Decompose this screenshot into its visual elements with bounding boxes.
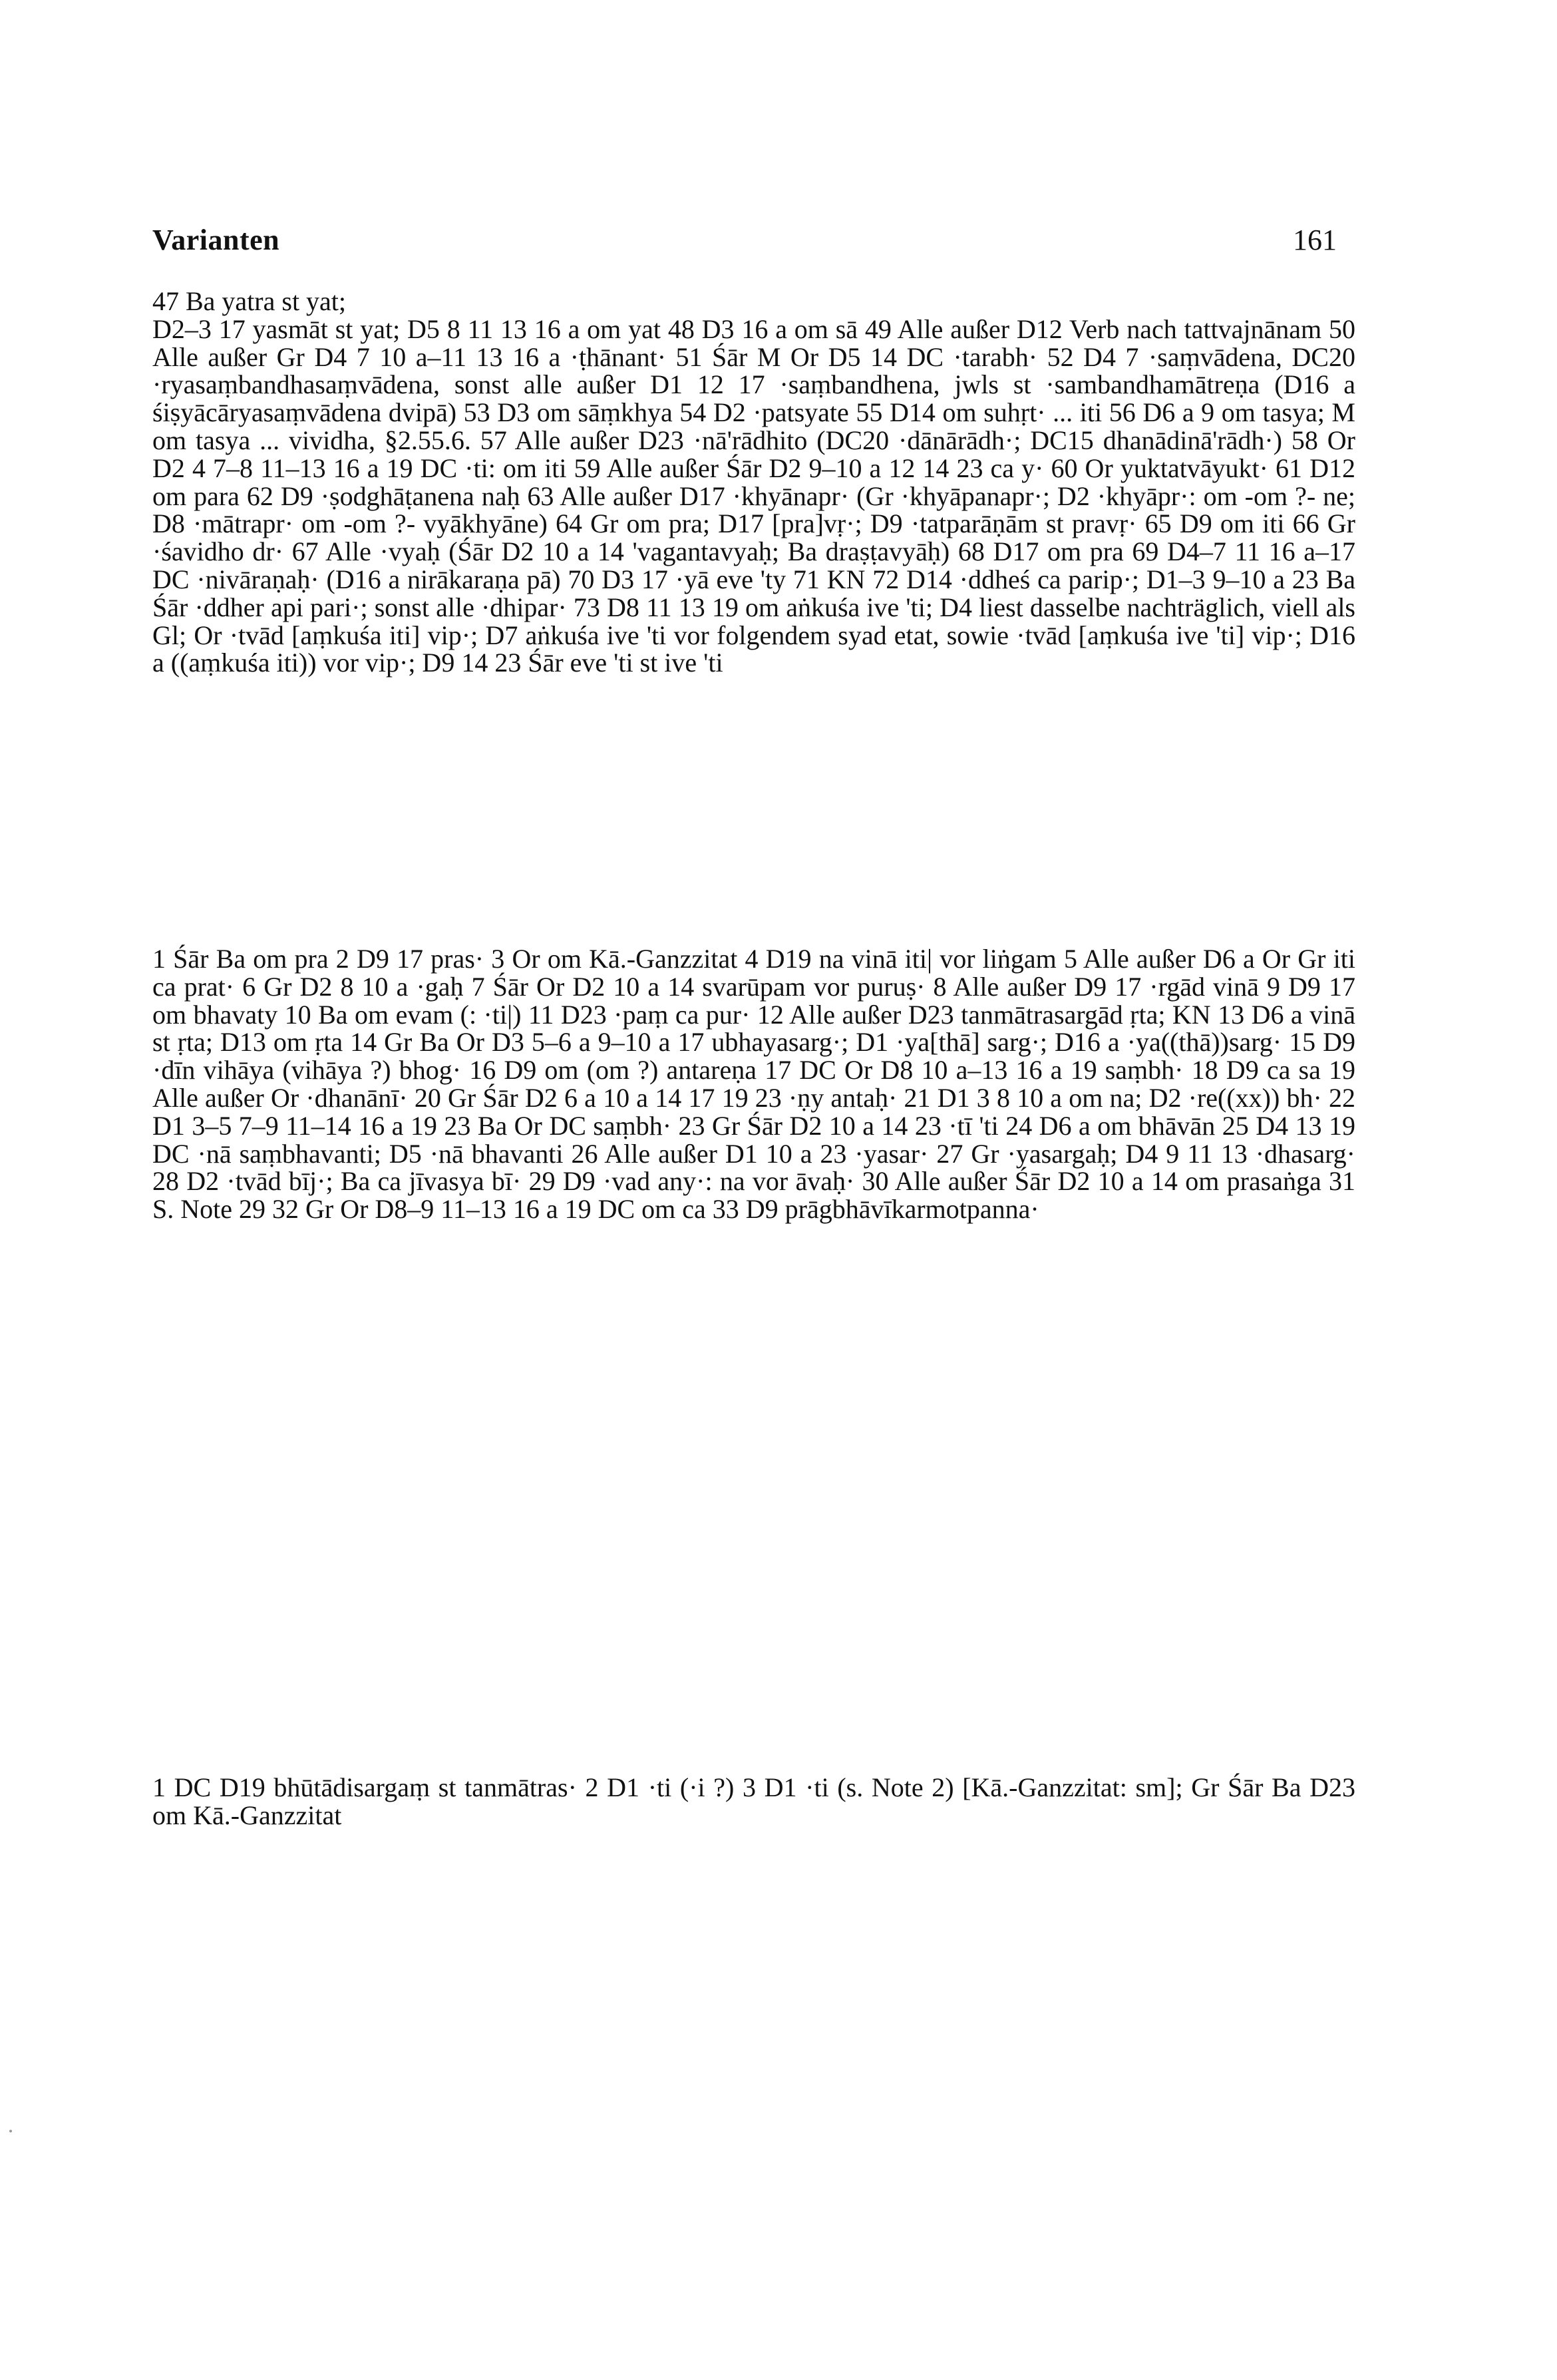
variant-note-first-line: 47 Ba yatra st yat; <box>152 286 347 316</box>
variant-notes-block-3 <box>152 1774 1355 1830</box>
variant-notes-block-2 <box>152 945 1355 1223</box>
running-head: Varianten <box>152 224 280 256</box>
variant-notes-text: 1 Śār Ba om pra 2 D9 17 pras· 3 Or om Kā.-Ganzzitat 4 D19 na vinā iti| vor liṅgam 5 Alle außer D6 a Or Gr iti ca prat· 6 Gr D2 8 10 a ·gaḥ 7 Śār Or D2 10 a 14 svarūpam vor puruṣ· 8 Alle außer D9 17 ·rgād vinā 9 D9 17 om bhavaty 10 Ba om evam (: ·ti|) 11 D23 ·paṃ ca pur· 12 Alle außer D23 tanmātrasargād ṛta; KN 13 D6 a vinā st ṛta; D13 om ṛta 14 Gr Ba Or D3 5–6 a 9–10 a 17 ubhayasarg·; D1 ·ya[thā] sarg·; D16 a ·ya((thā))sarg· 15 D9 ·dīn vihāya (vihāya ?) bhog· 16 D9 om (om ?) antareṇa 17 DC Or D8 10 a–13 16 a 19 saṃbh· 18 D9 ca sa 19 Alle außer Or ·dhanānī· 20 Gr Śār D2 6 a 10 a 14 17 19 23 ·ṇy antaḥ· 21 D1 3 8 10 a om na; D2 ·re((xx)) bh· 22 D1 3–5 7–9 11–14 16 a 19 23 Ba Or DC saṃbh· 23 Gr Śār D2 10 a 14 23 ·tī 'ti 24 D6 a om bhāvān 25 D4 13 19 DC ·nā saṃbhavanti; D5 ·nā bhavanti 26 Alle außer D1 10 a 23 ·yasar· 27 Gr ·yasargaḥ; D4 9 11 13 ·dhasarg· 28 D2 ·tvād bīj·; Ba ca jīvasya bī· 29 D9 ·vad any·: na vor āvaḥ· 30 Alle außer Śār D2 10 a 14 om prasaṅga 31 S. Note 29 32 Gr Or D8–9 11–13 16 a 19 DC om ca 33 D9 prāgbhāvīkarmotpanna· <box>152 944 1355 1225</box>
variant-notes-text: D2–3 17 yasmāt st yat; D5 8 11 13 16 a om yat 48 D3 16 a om sā 49 Alle außer D12 Verb nach tattvajnānam 50 Alle außer Gr D4 7 10 a–11 13 16 a ·ṭhānant· 51 Śār M Or D5 14 DC ·tarabh· 52 D4 7 ·saṃvādena, DC20 ·ryasaṃbandhasaṃvādena, sonst alle außer D1 12 17 ·saṃbandhena, jwls st ·sambandhamātreṇa (D16 a śiṣyācāryasaṃvādena dvipā) 53 D3 om sāṃkhya 54 D2 ·patsyate 55 D14 om suhṛt· ... iti 56 D6 a 9 om tasya; M om tasya ... vividha, §2.55.6. 57 Alle außer D23 ·nā'rādhito (DC20 ·dānārādh·; DC15 dhanādinā'rādh·) 58 Or D2 4 7–8 11–13 16 a 19 DC ·ti: om iti 59 Alle außer Śār D2 9–10 a 12 14 23 ca y· 60 Or yuktatvāyukt· 61 D12 om para 62 D9 ·ṣodghāṭanena naḥ 63 Alle außer D17 ·khyānapr· (Gr ·khyāpanapr·; D2 ·khyāpr·: om -om ?- ne; D8 ·mātrapr· om -om ?- vyākhyāne) 64 Gr om pra; D17 [pra]vṛ·; D9 ·tatparāṇām st pravṛ· 65 D9 om iti 66 Gr ·śavidho dr· 67 Alle ·vyaḥ (Śār D2 10 a 14 'vagantavyaḥ; Ba draṣṭavyāḥ) 68 D17 om pra 69 D4–7 11 16 a–17 DC ·nivāraṇaḥ· (D16 a nirākaraṇa pā) 70 D3 17 ·yā eve 'ty 71 KN 72 D14 ·ddheś ca parip·; D1–3 9–10 a 23 Ba Śār ·ddher api pari·; sonst alle ·dhipar· 73 D8 11 13 19 om aṅkuśa ive 'ti; D4 liest dasselbe nachträglich, viell als Gl; Or ·tvād [aṃkuśa iti] vip·; D7 aṅkuśa ive 'ti vor folgendem syad etat, sowie ·tvād [aṃkuśa ive 'ti] vip·; D16 a ((aṃkuśa iti)) vor vip·; D9 14 23 Śār eve 'ti st ive 'ti <box>152 313 1355 678</box>
page-number: 161 <box>1293 224 1337 256</box>
margin-speck <box>9 2130 12 2132</box>
page-header <box>152 223 1337 270</box>
variant-notes-block-1 <box>152 288 1355 677</box>
variant-notes-text: 1 DC D19 bhūtādisargaṃ st tanmātras· 2 D1 ·ti (·i ?) 3 D1 ·ti (s. Note 2) [Kā.-Ganzzitat: sm]; Gr Śār Ba D23 om Kā.-Ganzzitat <box>152 1772 1355 1830</box>
